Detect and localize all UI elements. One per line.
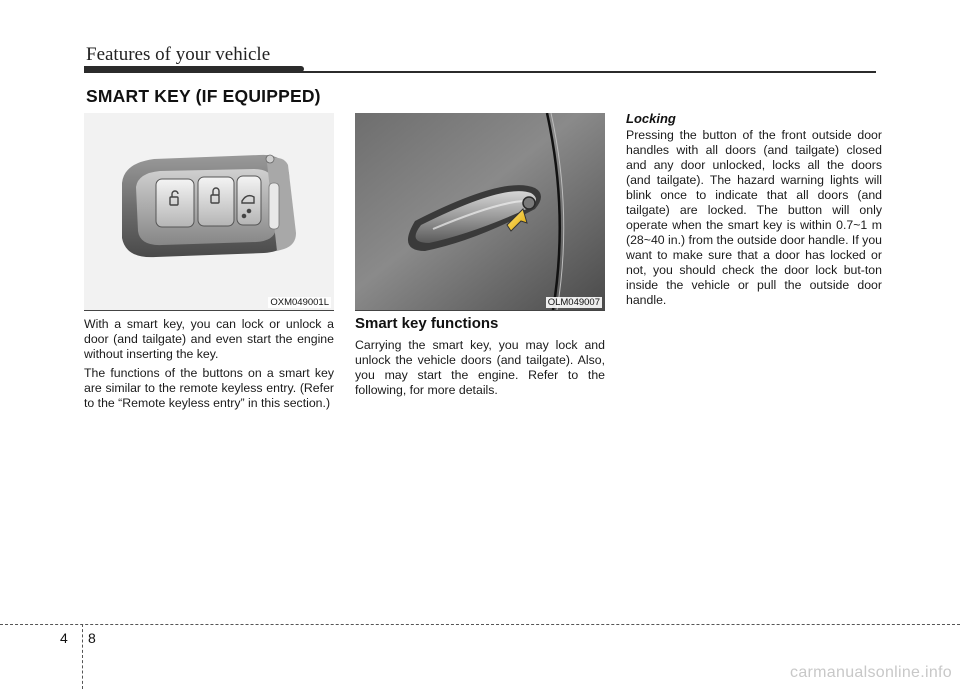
door-handle-figure — [355, 113, 605, 310]
locking-heading: Locking — [626, 111, 676, 126]
footer-vertical-line — [82, 624, 83, 689]
page-number: 8 — [88, 630, 96, 646]
footer-dashed-line — [0, 624, 960, 625]
watermark-link[interactable]: carmanualsonline.info — [790, 664, 952, 681]
header-rule — [84, 71, 876, 73]
buttons-function-paragraph: The functions of the buttons on a smart key are similar to the remote keyless entry. (Refer to the “Remote keyless entry” in this section.) — [84, 366, 334, 410]
figure-code-door: OLM049007 — [547, 297, 600, 308]
locking-paragraph: Pressing the button of the front outside door handles with all doors (and tailgate) closed and any door unlocked, locks all the doors (and tailgate). The hazard warning lights will blink once to indicate that all doors (and tailgate) are locked. The button will only operate when the smart key is within 0.7~1 m (28~40 in.) from the outside door handle. If you want to make sure that a door has locked or not, you should check the door lock but-ton inside the vehicle or pull the outside door handle. — [626, 128, 883, 307]
page-header-title: Features of your vehicle — [86, 44, 271, 65]
chapter-number: 4 — [60, 630, 68, 646]
figure-rule-key — [84, 310, 334, 311]
intro-paragraph: With a smart key, you can lock or unlock a door (and tailgate) and even start the engine without inserting the key. — [84, 317, 334, 361]
section-title: SMART KEY (IF EQUIPPED) — [86, 86, 321, 106]
door-handle-illustration — [355, 113, 605, 310]
figure-rule-door — [355, 310, 605, 311]
smart-key-functions-heading: Smart key functions — [355, 315, 499, 332]
figure-code-key: OXM049001L — [270, 297, 329, 308]
smart-key-illustration — [84, 113, 334, 310]
smart-key-figure — [84, 113, 334, 310]
smart-key-functions-paragraph: Carrying the smart key, you may lock and unlock the vehicle doors (and tailgate). Also, you may start the engine. Refer to the following, for more details. — [355, 338, 605, 397]
